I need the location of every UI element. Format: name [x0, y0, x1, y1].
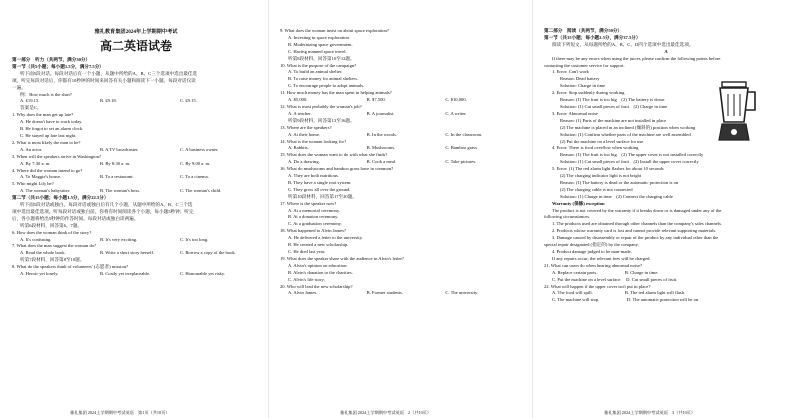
- options-row: [280, 111, 524, 118]
- option-text: A. At their home.: [288, 131, 321, 137]
- text-line: 14. What is the woman looking for?: [280, 138, 347, 144]
- options-row: [280, 97, 524, 104]
- option-text: B. Former students.: [366, 290, 403, 296]
- option-text: C. Honourable yet risky.: [180, 271, 225, 277]
- text-line: 16. What do mushrooms and bamboo grass have in common?: [280, 166, 394, 172]
- text-line: 19. What does the speaker share with the audience in Alvin's letter?: [280, 255, 404, 261]
- text-line: 听第6段材料，回答第6、7题。: [20, 222, 83, 228]
- blender-icon: [712, 80, 758, 142]
- text-line: C. Put the machine on a level surface. D. Cut small pieces of fruit.: [552, 276, 678, 282]
- text-line: B. He forgot to set an alarm clock.: [20, 126, 84, 132]
- text-line: 4. Product damage judged to be man-made.: [552, 249, 632, 254]
- text-line: B. He created a new scholarship.: [288, 242, 349, 248]
- column-1: [0, 0, 266, 418]
- options-row: [12, 98, 260, 105]
- text-line: 听第10段材料，回答第17至20题。: [288, 193, 357, 199]
- text-line: 5. Error: (1) The red alarm light flashes for about 10 seconds: [552, 166, 664, 172]
- text-line: (2) The charging indicator light is not bright: [560, 173, 642, 179]
- option-text: C. The university.: [445, 290, 479, 296]
- text-line: A. He doesn't have to work today.: [20, 119, 83, 125]
- text-line: A. He delivered a letter to the university.: [288, 235, 363, 241]
- text-line: 15. What does the woman want to do with what she finds?: [280, 152, 388, 158]
- text-line: B. To raise money for animal shelters.: [288, 76, 359, 82]
- text-line: 13. Where are the speakers?: [280, 124, 332, 130]
- text-line: Reason: (1) The fruit is too big (2) The upper cover is not installed correctly: [560, 152, 704, 158]
- text-line: 2. What is most likely the man to be?: [12, 139, 81, 145]
- text-line: B. Alvin's donation to the charities.: [288, 269, 353, 275]
- exam-title: 高二英语试卷: [99, 39, 172, 53]
- text-line: (2) The machine is placed in an inclined (倾斜的) position when working: [560, 124, 696, 130]
- text-line: 11. How much money has the man spent in helping animals?: [280, 90, 392, 96]
- column-1-content: [12, 57, 260, 278]
- text-line: The product is not covered by the warranty if it breaks down or is damaged under any of the: [552, 207, 722, 213]
- text-line: contacting the customer service for support.: [544, 62, 625, 68]
- text-line: If there may be any errors when using the juicer, please confirm the following points before: [552, 55, 721, 61]
- option-text: B. £9.18.: [100, 98, 117, 104]
- text-line: C. They grow all over the ground.: [288, 186, 351, 192]
- option-text: C. Take pictures.: [445, 159, 477, 165]
- option-text: A. The woman's babysitter.: [20, 188, 71, 194]
- text-line: 听第7段材料，回答第8至10题。: [20, 257, 85, 263]
- column-2-content: [280, 28, 524, 297]
- options-row: [280, 145, 524, 152]
- text-line: Solution: (1) Cut small pieces of fruit (2) Charge in time: [560, 103, 668, 109]
- text-line: 项中选出最佳选项。听每段对话或独白前，你将有时间阅读各个小题，每小题5秒钟；听完: [12, 208, 194, 214]
- text-line: B. Modernizing space government.: [288, 41, 353, 47]
- text-line: 21. What can users do when hearing abnormal noise?: [544, 262, 643, 268]
- option-text: A. An actor.: [20, 146, 43, 152]
- options-row: [280, 290, 524, 297]
- text-line: Solution: (1) Cut small pieces of fruit (2) Install the upper cover correctly: [560, 159, 699, 165]
- options-row: [280, 132, 524, 139]
- option-text: B. A journalist.: [366, 110, 395, 116]
- text-line: 1. Why does the man get up late?: [12, 112, 74, 118]
- text-line: Solution: (1) Confirm whether parts of the machine are well assembled: [560, 131, 691, 137]
- option-text: A. Do a drawing.: [288, 159, 320, 165]
- text-line: 3. When will the speakers arrive in Washington?: [12, 153, 102, 159]
- option-text: B. The woman's boss.: [100, 188, 141, 194]
- text-line: (2) The charging cable is not connected: [560, 186, 633, 192]
- text-line: Warranty (保修) exception: [552, 200, 605, 206]
- text-line: C. At a graduation ceremony.: [288, 221, 342, 227]
- text-line: 第一节（共5小题；每小题1.5分，满分7.5分）: [12, 63, 104, 69]
- text-line: 一遍。: [12, 84, 26, 90]
- text-line: A. Investing in space exploration.: [288, 34, 350, 40]
- option-text: B. A TV broadcaster.: [100, 146, 139, 152]
- text-line: 2. Products whose warranty card is lost and cannot provide relevant supporting materials.: [552, 228, 717, 234]
- option-text: C. A writer.: [445, 110, 467, 116]
- text-line: 4. Error: There is food overflow when working: [552, 145, 639, 151]
- text-line: 第二节（共15小题；每小题1.5分，满分22.5分）: [12, 195, 109, 201]
- options-row: [12, 237, 260, 244]
- option-text: B. To a restaurant.: [100, 174, 134, 180]
- option-text: B. Mushrooms.: [366, 145, 396, 151]
- text-line: Solution: Charge in time: [560, 83, 606, 89]
- options-row: [12, 174, 260, 181]
- text-line: 第二部分 阅读（共两节，满分50分）: [544, 28, 623, 33]
- text-line: 第一部分 听力（共两节，满分30分）: [12, 57, 91, 62]
- options-row: [12, 271, 260, 278]
- option-text: C. The woman's child.: [180, 188, 222, 194]
- text-line: 听下面5段对话或独白。每段对话或独白后有几个小题，从题中所给的A、B、C三个选: [20, 202, 193, 208]
- option-text: B. $7,500.: [366, 97, 386, 103]
- text-line: 听下面5段对话。每段对话后有一个小题，从题中所给的A、B、C三个选项中选出最佳选: [20, 70, 198, 76]
- option-text: C. Bamboo grass.: [445, 145, 479, 151]
- text-line: 9. What does the woman insist on about space exploration?: [280, 28, 389, 33]
- text-line: Reason: (1) The fruit is too big (2) The battery is down: [560, 97, 665, 103]
- option-text: A. To Maggie's house.: [20, 174, 62, 180]
- option-text: B. It's very exciting.: [100, 236, 138, 242]
- column-2: [270, 0, 530, 418]
- text-line: 3. Error: Abnormal noise: [552, 110, 598, 116]
- text-line: A: [664, 48, 668, 54]
- school-name: 雅礼教育集团2024年上学期期中考试: [94, 29, 178, 35]
- text-line: B. They have a single root system.: [288, 179, 352, 185]
- option-text: A. By 7:30 a. m.: [20, 160, 51, 166]
- option-text: A. £19.15.: [20, 98, 40, 104]
- text-line: (2) Put the machine on a level surface for use: [560, 138, 644, 144]
- text-line: 1. The products used are obtained through other channels than the company's sales channels.: [552, 221, 723, 227]
- option-text: B. Cook a meal.: [366, 159, 397, 165]
- text-line: 听第8段材料，回答第10至12题。: [288, 55, 355, 61]
- page-footer-2: 雅礼集团 2024上学期期中考试英语 2（共10页）: [340, 410, 432, 415]
- text-line: C. To encourage people to adopt animals.: [288, 83, 365, 89]
- page-footer-1: 雅礼集团 2024上学期期中考试英语 第1页（共10页）: [70, 410, 170, 415]
- text-line: If any repairs occur, the relevant fees will be charged.: [552, 255, 651, 261]
- text-line: Reason: Dead battery: [560, 76, 600, 82]
- text-line: Reason: (1) Parts of the machine are not installed in place: [560, 117, 667, 123]
- option-text: A. Alvin James.: [288, 290, 318, 296]
- text-line: A. To build an animal shelter.: [288, 69, 343, 75]
- option-text: C. £9.15.: [180, 98, 197, 104]
- options-row: [12, 250, 260, 257]
- column-divider: [268, 0, 269, 418]
- column-3: [534, 0, 794, 418]
- option-text: C. By 9:00 a. m.: [180, 160, 211, 166]
- option-text: B. Write a short story herself.: [100, 250, 155, 256]
- text-line: C. The machine will stop. D. The automatic protection will be on.: [552, 297, 700, 303]
- column-3-content: [544, 28, 788, 304]
- text-line: 答案是C。: [20, 105, 42, 111]
- text-line: 例：How much is the shirt?: [20, 91, 72, 97]
- text-line: 6. How does the woman think of the story?: [12, 229, 92, 235]
- option-text: C. Borrow a copy of the book.: [180, 250, 236, 256]
- option-text: A. Heroic yet lonely.: [20, 271, 59, 277]
- text-line: 后，各小题将给出5秒钟的作答时间。每段对话或独白读两遍。: [12, 215, 139, 221]
- text-line: 第一节（共15小题；每小题2.5分，满分37.5分）: [544, 34, 641, 40]
- option-text: A. It's confusing.: [20, 236, 52, 242]
- text-line: special repair designated (指定的) by the company.: [544, 242, 639, 248]
- text-line: C. He stayed up late last night.: [20, 132, 77, 138]
- page-footer-3: 雅礼集团 2024上学期期中考试英语 3（共10页）: [604, 410, 696, 415]
- option-text: B. By 8:30 a. m.: [100, 160, 131, 166]
- option-text: C. $10,000.: [445, 97, 467, 103]
- option-text: B. In the woods.: [366, 131, 397, 137]
- text-line: 22. What will happen if the upper cover isn't put in place?: [544, 283, 651, 289]
- text-line: 2. Error: Stop suddenly during working: [552, 90, 625, 96]
- text-line: following circumstances.: [544, 214, 591, 220]
- text-line: 20. Who will lead the new scholarship?: [280, 283, 353, 289]
- text-line: A. Alvin's opinion on education.: [288, 262, 348, 268]
- options-row: [12, 161, 260, 168]
- text-line: 1. Error: Can't work: [552, 69, 589, 75]
- option-text: C. To a cinema.: [180, 174, 209, 180]
- text-line: A. Replace certain parts. B. Charge in time.: [552, 269, 659, 275]
- text-line: 12. What is most probably the woman's job?: [280, 103, 362, 109]
- text-line: 听第9段材料，回答第13至16题。: [288, 117, 355, 123]
- text-line: 5. Who might Lily be?: [12, 181, 54, 187]
- text-line: B. At a donation ceremony.: [288, 214, 339, 220]
- column-divider: [532, 0, 533, 418]
- text-line: A. The food will spill. B. The red alarm light will flash.: [552, 290, 686, 296]
- text-line: C. Alvin's life story.: [288, 276, 325, 282]
- text-line: C. He died last year.: [288, 249, 326, 254]
- option-text: A. Read the whole book.: [20, 250, 66, 256]
- options-row: [280, 159, 524, 166]
- text-line: 17. Where is the speaker now?: [280, 200, 337, 206]
- text-line: 7. What does the man suggest the woman do?: [12, 243, 96, 249]
- option-text: B. Costly yet irreplaceable.: [100, 271, 151, 277]
- option-text: A. A teacher.: [288, 110, 312, 116]
- option-text: A. $5,000.: [288, 97, 308, 103]
- text-line: 阅读下列短文，从每题所给的A、B、C、D四个选项中选出最佳选项。: [552, 41, 694, 47]
- text-line: 4. Where did the woman intend to go?: [12, 167, 83, 173]
- text-line: 8. What do the speakers think of volunteers' (志愿者) mission?: [12, 264, 129, 270]
- option-text: A. Rabbits.: [288, 145, 309, 151]
- text-line: Solution: (1) Charge in time (2) Connect the charging cable: [560, 193, 673, 199]
- text-line: C. Having manned space travel.: [288, 48, 347, 54]
- text-line: 10. What is the purpose of the campaign?: [280, 62, 357, 68]
- text-line: 项。听完每段对话后，你都有10秒钟的时间来回答有关小题和阅读下一小题。每段对话仅读: [12, 77, 196, 83]
- text-line: 3. Damage caused by disassembly or repair of the product by any individual other than the: [552, 235, 719, 241]
- text-line: A. They are both nutritious.: [288, 173, 339, 179]
- options-row: [12, 188, 260, 195]
- option-text: C. A business owner.: [180, 146, 219, 152]
- text-line: A. At a memorial ceremony.: [288, 207, 341, 213]
- text-line: Reason: (1) The battery is dead or the automatic protection is on: [560, 179, 679, 185]
- text-line: 18. What happened to Alvin James?: [280, 228, 346, 234]
- option-text: C. In the classroom.: [445, 131, 483, 137]
- options-row: [12, 147, 260, 154]
- option-text: C. It's too long.: [180, 236, 209, 242]
